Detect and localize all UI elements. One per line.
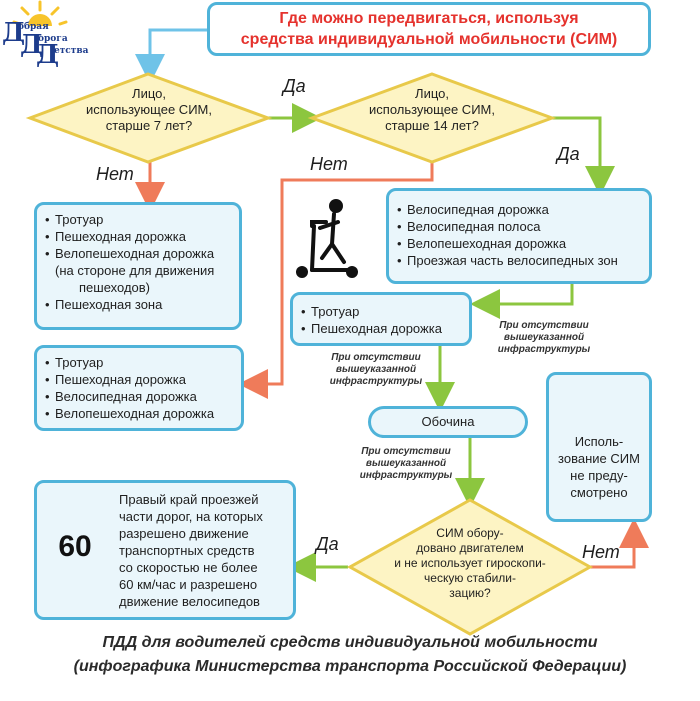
box-shoulder: Обочина — [368, 406, 528, 438]
footer-line-2: (инфографика Министерства транспорта Российской Федерации) — [73, 658, 627, 675]
label-no-motor: Нет — [582, 542, 620, 562]
logo-word-1: обрая — [18, 22, 49, 32]
list-item: • Велосипедная полоса — [397, 218, 641, 235]
box-not-allowed — [546, 372, 652, 522]
label-no-age7: Нет — [96, 164, 134, 184]
list-item: • Пешеходная дорожка — [45, 228, 231, 245]
list-item: • Велосипедная дорожка — [397, 201, 641, 218]
label-yes-age7: Да — [283, 76, 306, 96]
title-line-1: Где можно передвигаться, используя — [279, 10, 579, 27]
list-item: • Велопешеходная дорожка — [397, 235, 641, 252]
decision-age7-line-1: Лицо, — [132, 86, 166, 101]
road-line: транспортных средств — [119, 543, 255, 558]
list-item-continued: пешеходов) — [79, 280, 150, 295]
not-allowed-line: не преду- — [570, 468, 628, 483]
decision-age14-line-3: старше 14 лет? — [385, 118, 479, 133]
logo-word-2: орога — [38, 34, 68, 44]
label-yes-motor: Да — [316, 534, 339, 554]
road-line: со скоростью не более — [119, 560, 258, 575]
speed-limit-value: 60 — [58, 530, 92, 563]
decision-age7-line-2: использующее СИМ, — [86, 102, 212, 117]
decision-motor-line-5: зацию? — [449, 586, 491, 600]
list-item: • Велопешеходная дорожка — [45, 405, 233, 422]
note-line: вышеуказанной — [503, 332, 585, 343]
road-line: части дорог, на которых — [119, 509, 263, 524]
decision-motor-line-1: СИМ обору- — [436, 526, 504, 540]
road-line: Правый край проезжей — [119, 492, 259, 507]
decision-age7 — [60, 86, 238, 134]
note-absent-3 — [348, 446, 464, 482]
decision-motor-line-2: довано двигателем — [416, 541, 524, 555]
decision-motor-line-4: ческую стабили- — [424, 571, 516, 585]
list-item: • Проезжая часть велосипедных зон — [397, 252, 641, 269]
list-item-continued: (на стороне для движения — [55, 263, 215, 278]
list-item: • Пешеходная зона — [45, 296, 231, 313]
decision-age14-line-2: использующее СИМ, — [369, 102, 495, 117]
decision-age14-line-1: Лицо, — [415, 86, 449, 101]
not-allowed-line: зование СИМ — [558, 451, 640, 466]
page-title — [207, 2, 651, 56]
road-line: движение велосипедов — [119, 594, 260, 609]
not-allowed-line: смотрено — [570, 485, 628, 500]
road-line: 60 км/час и разрешено — [119, 577, 258, 592]
note-absent-1 — [488, 320, 600, 356]
arrow-title-to-q1 — [150, 30, 207, 72]
road-text — [119, 491, 291, 610]
logo-letter-3: Д — [36, 40, 60, 70]
box-7-to-14 — [34, 345, 244, 431]
decision-motor-line-3: и не использует гироскопи- — [394, 556, 546, 570]
note-line: При отсутствии — [331, 352, 421, 363]
logo-letter-1: Д — [2, 18, 26, 48]
note-line: вышеуказанной — [365, 458, 447, 469]
logo — [2, 0, 97, 70]
list-item: • Тротуар — [45, 354, 233, 371]
box-sidewalk — [290, 292, 472, 346]
not-allowed-text — [549, 433, 649, 501]
label-no-age14: Нет — [310, 154, 348, 174]
footer-line-1: ПДД для водителей средств индивидуальной мобильности — [102, 634, 598, 651]
road-line: разрешено движение — [119, 526, 249, 541]
list-item: • Велопешеходная дорожка — [45, 245, 231, 262]
note-line: При отсутствии — [361, 446, 451, 457]
logo-word-3: етства — [54, 46, 89, 56]
box-under-7 — [34, 202, 242, 330]
decision-age14 — [344, 86, 520, 134]
note-line: инфраструктуры — [497, 344, 591, 355]
decision-motor — [374, 526, 566, 601]
list-item: • Пешеходная дорожка — [301, 320, 461, 337]
note-line: вышеуказанной — [335, 364, 417, 375]
note-line: При отсутствии — [499, 320, 589, 331]
scooter-icon — [296, 199, 358, 278]
box-over-14 — [386, 188, 652, 284]
not-allowed-line: Исполь- — [574, 434, 624, 449]
list-item: • Велосипедная дорожка — [45, 388, 233, 405]
decision-age7-line-3: старше 7 лет? — [105, 118, 193, 133]
list-item: • Тротуар — [301, 303, 461, 320]
note-absent-2 — [318, 352, 434, 388]
list-item: • Пешеходная дорожка — [45, 371, 233, 388]
logo-letter-2: Д — [20, 30, 44, 60]
list-item: • Тротуар — [45, 211, 231, 228]
note-line: инфраструктуры — [359, 470, 453, 481]
note-line: инфраструктуры — [329, 376, 423, 387]
arrow-over14-absent — [482, 284, 572, 304]
title-line-2: средства индивидуальной мобильности (СИМ) — [240, 31, 618, 48]
label-yes-age14: Да — [557, 144, 580, 164]
